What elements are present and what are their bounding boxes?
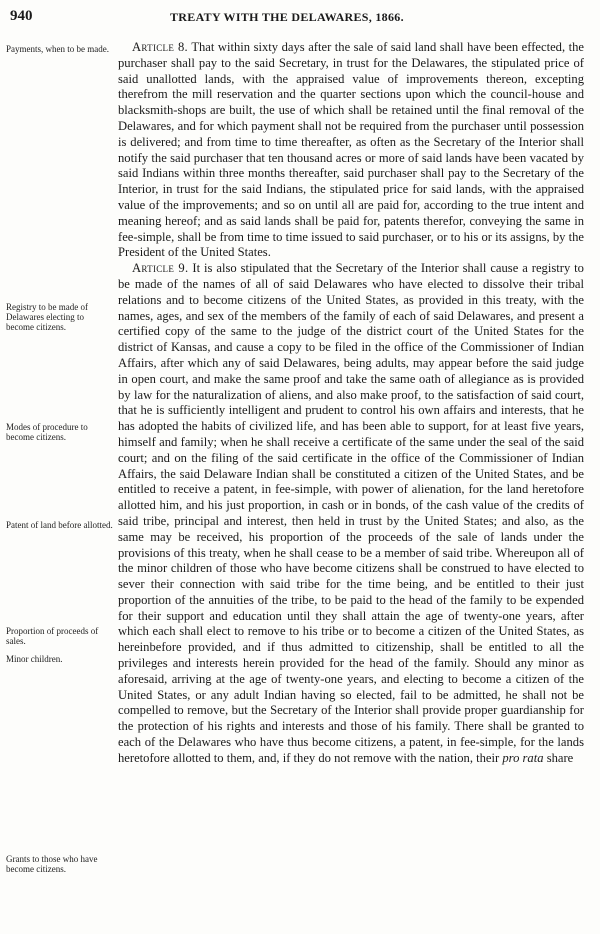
margin-note: Grants to those who have become citizens. bbox=[6, 854, 98, 874]
margin-notes bbox=[0, 0, 114, 934]
article-text: It is also stipulated that the Secretary of the Interior shall cause a registry to be made of the names of all of said Delawares who have elected to dissolve their tribal relations and to become citizens of the United States, as provided in this treaty, with the names, ages, and sex of the members of the family of each of said Delawares, and present a certified copy of the same to the judge of the district court of the United States for the district of Kansas, and cause a copy to be filed in the office of the Commissioner of Indian Affairs, after which any of said Delawares, being adults, may appear before the said judge in open court, and make the same proof and take the same oath of allegiance as is provided by law for the naturalization of aliens, and also make proof, to the satisfaction of said court, that he is sufficiently intelligent and prudent to control his own affairs and interests, that he has adopted the habits of civilized life, and has been able to support, for at least five years, himself and family; when he shall receive a certificate of the same under the seal of the said court; and on the filing of the said certificate in the office of the Commissioner of Indian Affairs, the said Delaware Indian shall be constituted a citizen of the United States, and be entitled to receive a patent, in fee-simple, with power of alienation, for the land heretofore allotted him, and his just proportion, in cash or in bonds, of the cash value of the credits of said tribe, principal and interest, then held in trust by the United States; and also, as the same may be received, his proportion of the proceeds of the sale of lands under the provisions of this treaty, when he shall cease to be a member of said tribe. Whereupon all of the minor children of those who have become citizens shall be construed to have elected to sever their connection with said tribe for the time being, and be entitled to their just proportion of the annuities of the tribe, to be paid to the head of the family to be expended for their support and education until they shall attain the age of twenty-one years, after which each shall elect to remove to his tribe or to become a citizen of the United States, as hereinbefore provided, and if thus admitted to citizenship, shall be entitled to all the privileges and interests herein provided for the head of the family. Should any minor as aforesaid, arriving at the age of twenty-one years, and electing to become a citizen of the United States, or any adult Indian having so elected, fail to be admitted, he shall not be compelled to remove, but the Secretary of the Interior shall provide proper guardianship for the protection of his rights and interests and those of his family. There shall be granted to each of the Delawares who have thus become citizens, a patent, in fee-simple, for the lands heretofore allotted to them, and, if they do not remove with the nation, their bbox=[118, 261, 584, 765]
margin-note: Patent of land before allotted. bbox=[6, 520, 113, 530]
margin-note: Proportion of proceeds of sales. bbox=[6, 626, 99, 646]
article-paragraph bbox=[118, 40, 584, 261]
article-text-tail: share bbox=[546, 750, 574, 765]
running-title: TREATY WITH THE DELAWARES, 1866. bbox=[170, 10, 404, 24]
article-text: That within sixty days after the sale of said land shall have been effected, the purchaser shall pay to the said Secretary, in trust for the Delawares, the stipulated price of said unallotted lands, with the appraised value of improvements thereon, excepting therefrom the mill reservation and the quarter sections upon which the council-house and blacksmith-shops are built, the use of which shall be retained until the final removal of the Delawares, and for which payment shall not be required from the purchaser until possession is delivered; and from time to time thereafter, as often as the Secretary of the Interior shall notify the said purchaser that ten thousand acres or more of said lands have been vacated by said Indians within three months thereafter, said purchaser shall pay to the Secretary of the Interior, in trust for the said Indians, the stipulated price for said lands, with the appraised value of the improvements; and so on until all are paid for, according to the true intent and meaning hereof; and as said lands shall be paid for, patents therefor, conveying the same in fee-simple, shall be from time to time issued to said purchaser, or to his or its assigns, by the President of the United States. bbox=[118, 40, 585, 260]
margin-note: Minor children. bbox=[6, 654, 63, 664]
treaty-body bbox=[118, 40, 584, 767]
margin-note: Modes of procedure to become citizens. bbox=[6, 422, 88, 442]
italic-phrase: pro rata bbox=[502, 750, 544, 765]
article-paragraph bbox=[118, 261, 584, 767]
article-label: Article 9. bbox=[132, 261, 189, 276]
margin-note: Registry to be made of Delawares electing to become citizens. bbox=[6, 302, 88, 332]
article-label: Article 8. bbox=[132, 40, 189, 54]
page-number: 940 bbox=[10, 8, 33, 24]
margin-note: Payments, when to be made. bbox=[6, 44, 109, 54]
